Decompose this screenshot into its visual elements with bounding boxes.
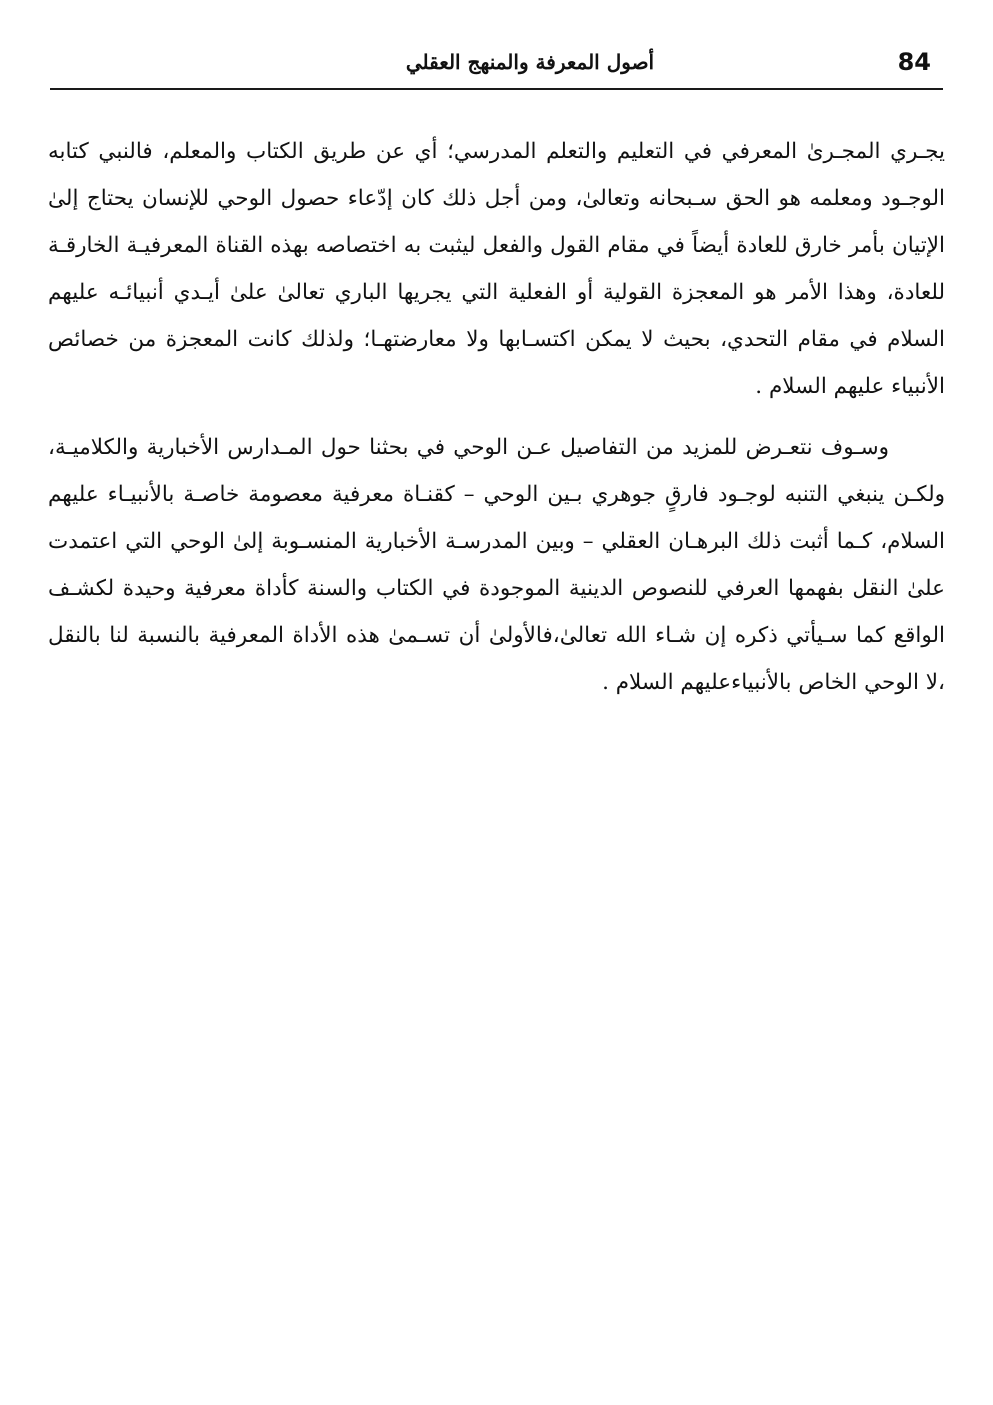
body-paragraph-1: يجـري المجـرىٰ المعرفي في التعليم والتعلم المدرسي؛ أي عن طريق الكتاب والمعلم، فالنبي كتابه الوجـود ومعلمه هو الحق سـبحانه وتعالىٰ، ومن أجل ذلك كان إدّعاء حصول الوحي للإنسان يحتاج إلىٰ الإتيان بأمر خارق للعادة أيضاً في مقام القول والفعل ليثبت به اختصاصه بهذه القناة المعرفيـة الخارقـة للعادة، وهذا الأمر هو المعجزة القولية أو الفعلية التي يجريها الباري تعالىٰ علىٰ أيـدي أنبيائـه عليهم السلام في مقام التحدي، بحيث لا يمكن اكتسـابها ولا معارضتهـا؛ ولذلك كانت المعجزة من خصائص الأنبياء عليهم السلام .: [48, 139, 945, 399]
page-number: 84: [897, 48, 931, 76]
body-paragraph-2: وسـوف نتعـرض للمزيد من التفاصيل عـن الوحي في بحثنا حول المـدارس الأخبارية والكلاميـة، ولكـن ينبغي التنبه لوجـود فارقٍ جوهري بـين الوحي – كقنـاة معرفية معصومة خاصـة بالأنبيـاء عليهم السلام، كـما أثبت ذلك البرهـان العقلي – وبين المدرسـة الأخبارية المنسـوبة إلىٰ الوحي التي اعتمدت علىٰ النقل بفهمها العرفي للنصوص الدينية الموجودة في الكتاب والسنة كأداة معرفية وحيدة لكشـف الواقع كما سـيأتي ذكره إن شـاء الله تعالىٰ،فالأولىٰ أن تسـمىٰ هذه الأداة المعرفية بالنسبة لنا بالنقل ،لا الوحي الخاص بالأنبياءعليهم السلام .: [48, 435, 945, 695]
running-title: أصول المعرفة والمنهج العقلي: [405, 50, 655, 74]
page-body: [48, 128, 945, 706]
page-header: [50, 40, 943, 90]
